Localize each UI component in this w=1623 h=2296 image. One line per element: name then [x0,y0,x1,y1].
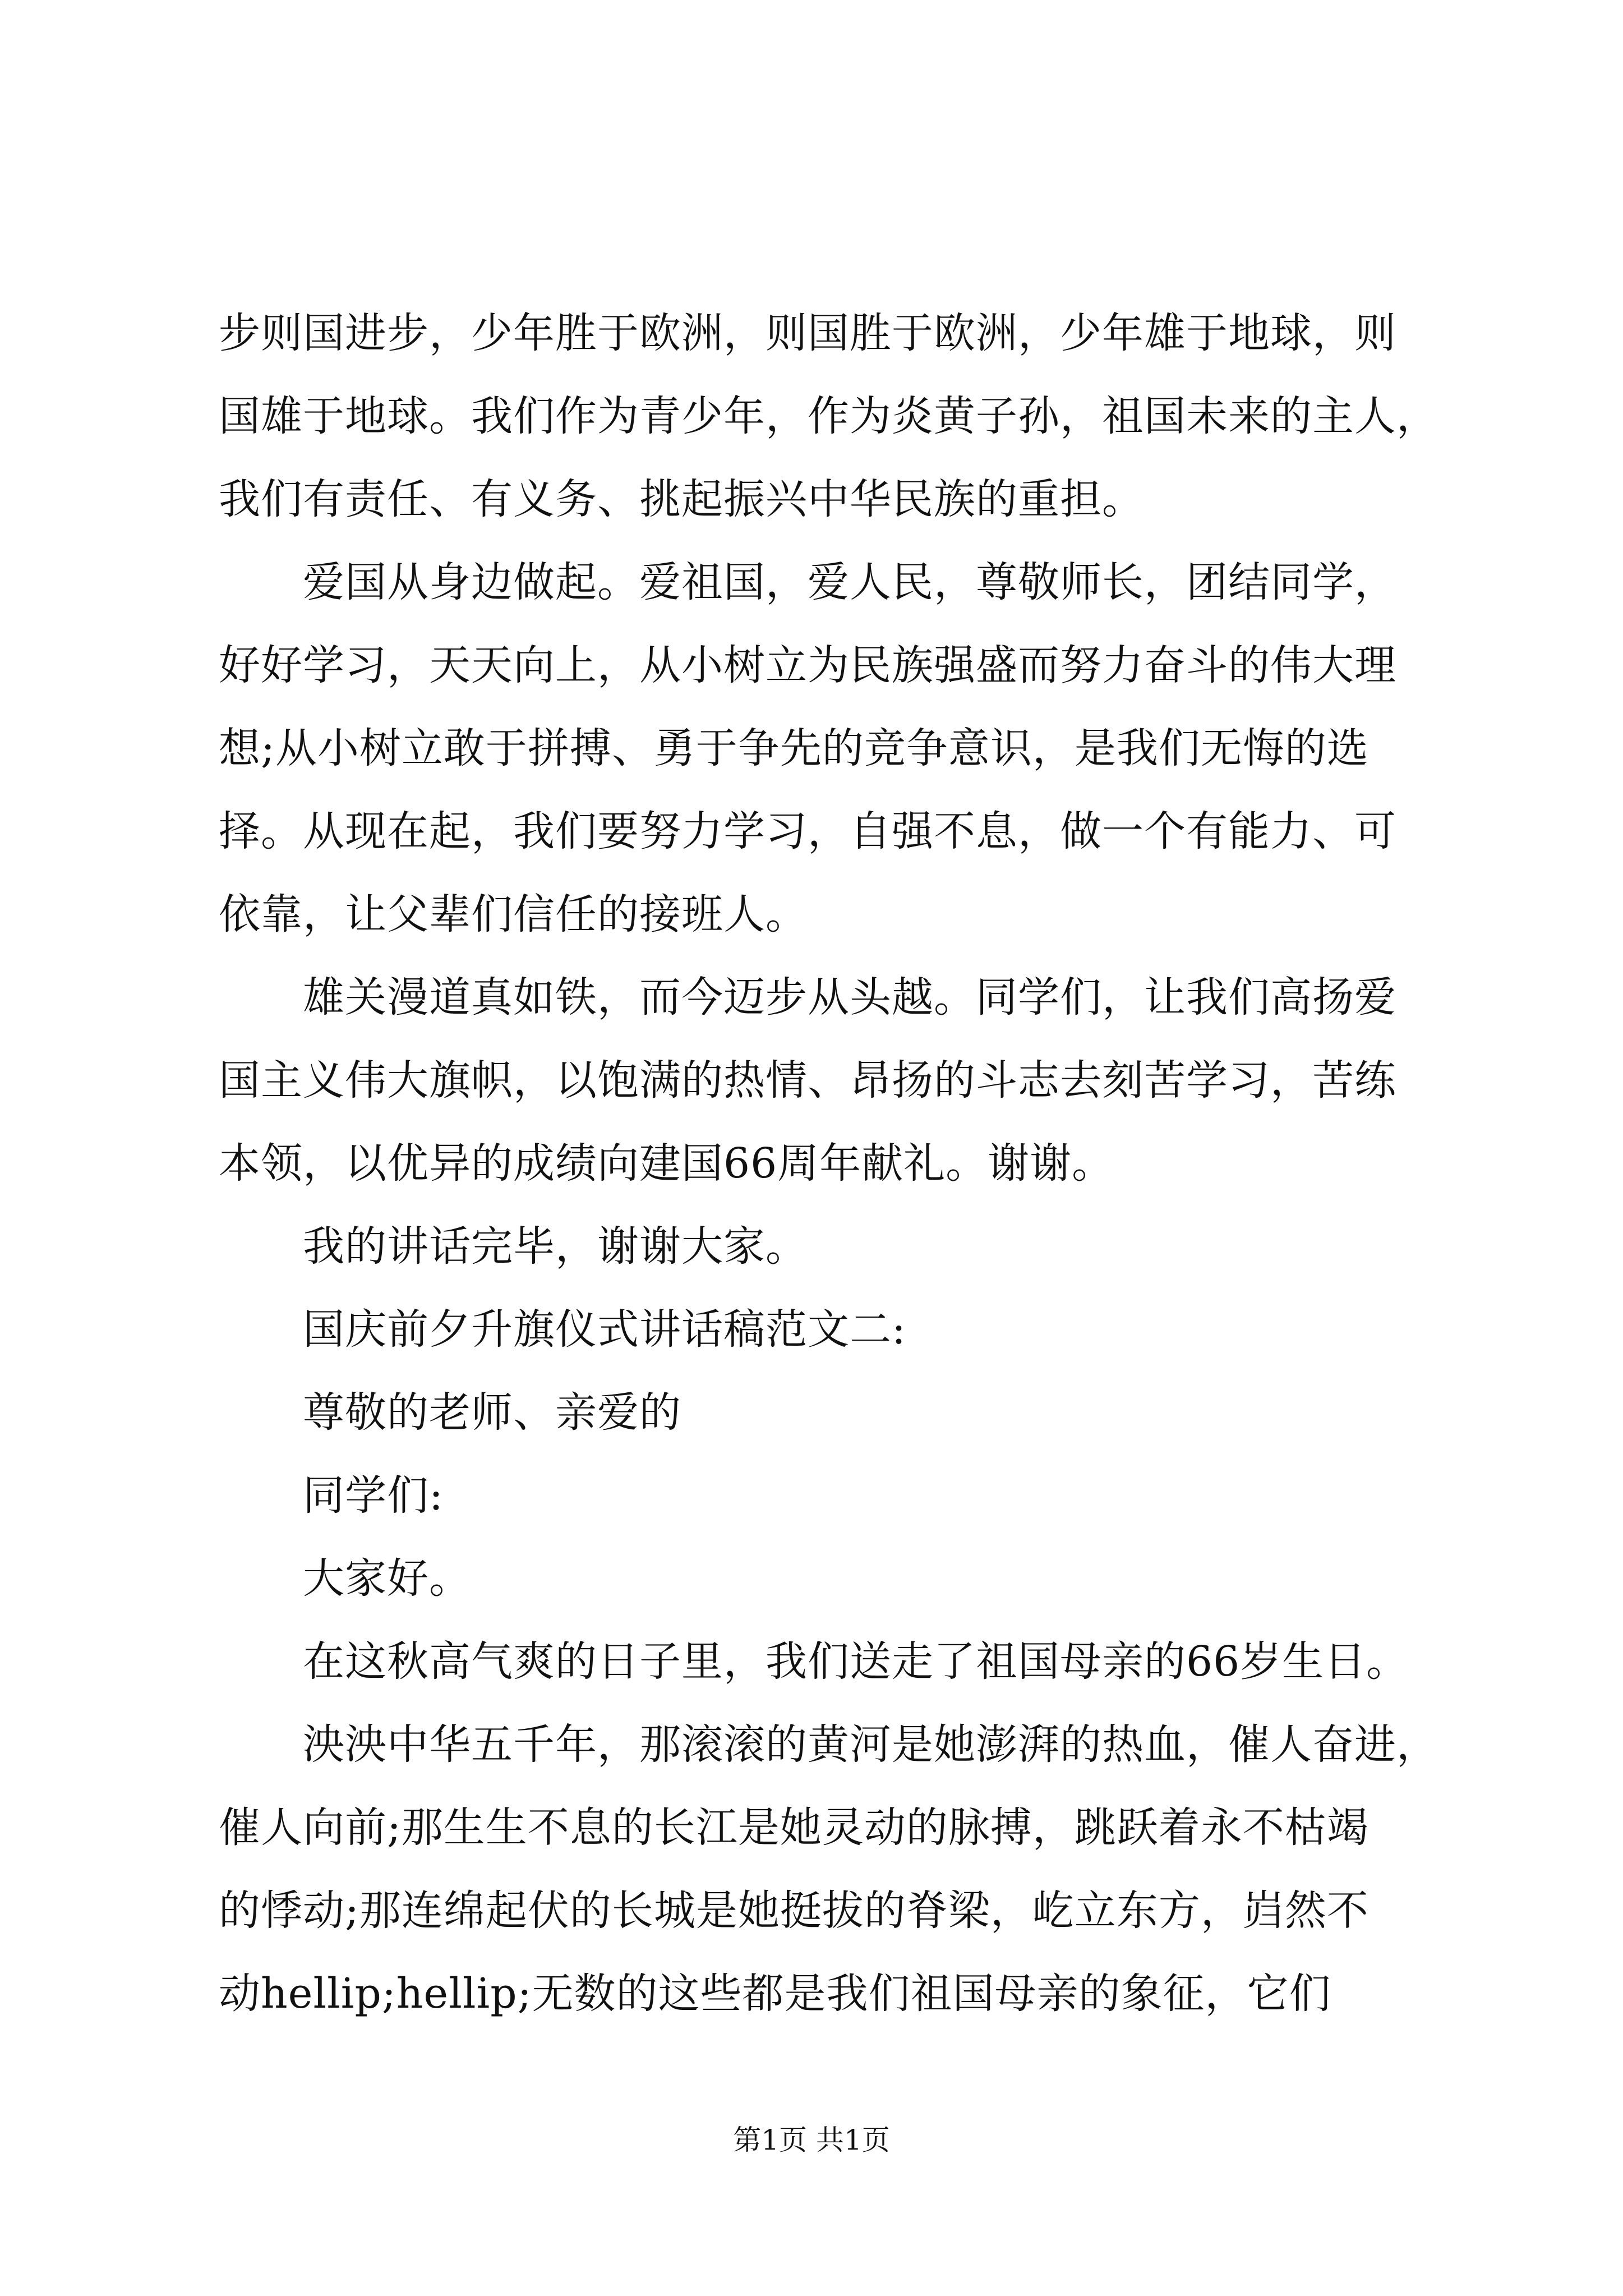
greeting-line: 大家好。 [303,1554,471,1603]
text-line: 催人向前;那生生不息的长江是她灵动的脉搏，跳跃着永不枯竭 [219,1803,1369,1852]
text-line: 国雄于地球。我们作为青少年，作为炎黄子孙，祖国未来的主人， [219,392,1438,440]
paragraph-start-line: 我的讲话完毕，谢谢大家。 [303,1222,808,1271]
text-line: 步则国进步，少年胜于欧洲，则国胜于欧洲，少年雄于地球，则 [219,309,1396,357]
salutation-line: 尊敬的老师、亲爱的 [303,1388,681,1437]
text-line: 国主义伟大旗帜，以饱满的热情、昂扬的斗志去刻苦学习，苦练 [219,1056,1396,1105]
page-footer: 第1页 共1页 [733,2124,890,2156]
text-line: 想;从小树立敢于拼搏、勇于争先的竞争意识，是我们无悔的选 [219,724,1369,772]
paragraph-start-line: 泱泱中华五千年，那滚滚的黄河是她澎湃的热血，催人奋进， [303,1720,1438,1769]
text-line: 我们有责任、有义务、挑起振兴中华民族的重担。 [219,475,1144,523]
paragraph-start-line: 爱国从身边做起。爱祖国，爱人民，尊敬师长，团结同学， [303,558,1396,606]
document-body [219,292,1453,2035]
text-line: 的悸动;那连绵起伏的长城是她挺拔的脊梁，屹立东方，岿然不 [219,1887,1369,1935]
text-line: 依靠，让父辈们信任的接班人。 [219,890,808,938]
paragraph-start-line: 在这秋高气爽的日子里，我们送走了祖国母亲的66岁生日。 [303,1637,1409,1686]
text-line: 本领，以优异的成绩向建国66周年献礼。谢谢。 [219,1139,1114,1188]
paragraph-start-line: 雄关漫道真如铁，而今迈步从头越。同学们，让我们高扬爱 [303,973,1396,1022]
salutation-line: 同学们: [303,1471,444,1520]
text-line: 好好学习，天天向上，从小树立为民族强盛而努力奋斗的伟大理 [219,641,1396,689]
text-line: 动hellip;hellip;无数的这些都是我们祖国母亲的象征，它们 [219,1970,1331,2018]
text-line: 择。从现在起，我们要努力学习，自强不息，做一个有能力、可 [219,807,1396,855]
section-heading: 国庆前夕升旗仪式讲话稿范文二: [303,1305,906,1354]
